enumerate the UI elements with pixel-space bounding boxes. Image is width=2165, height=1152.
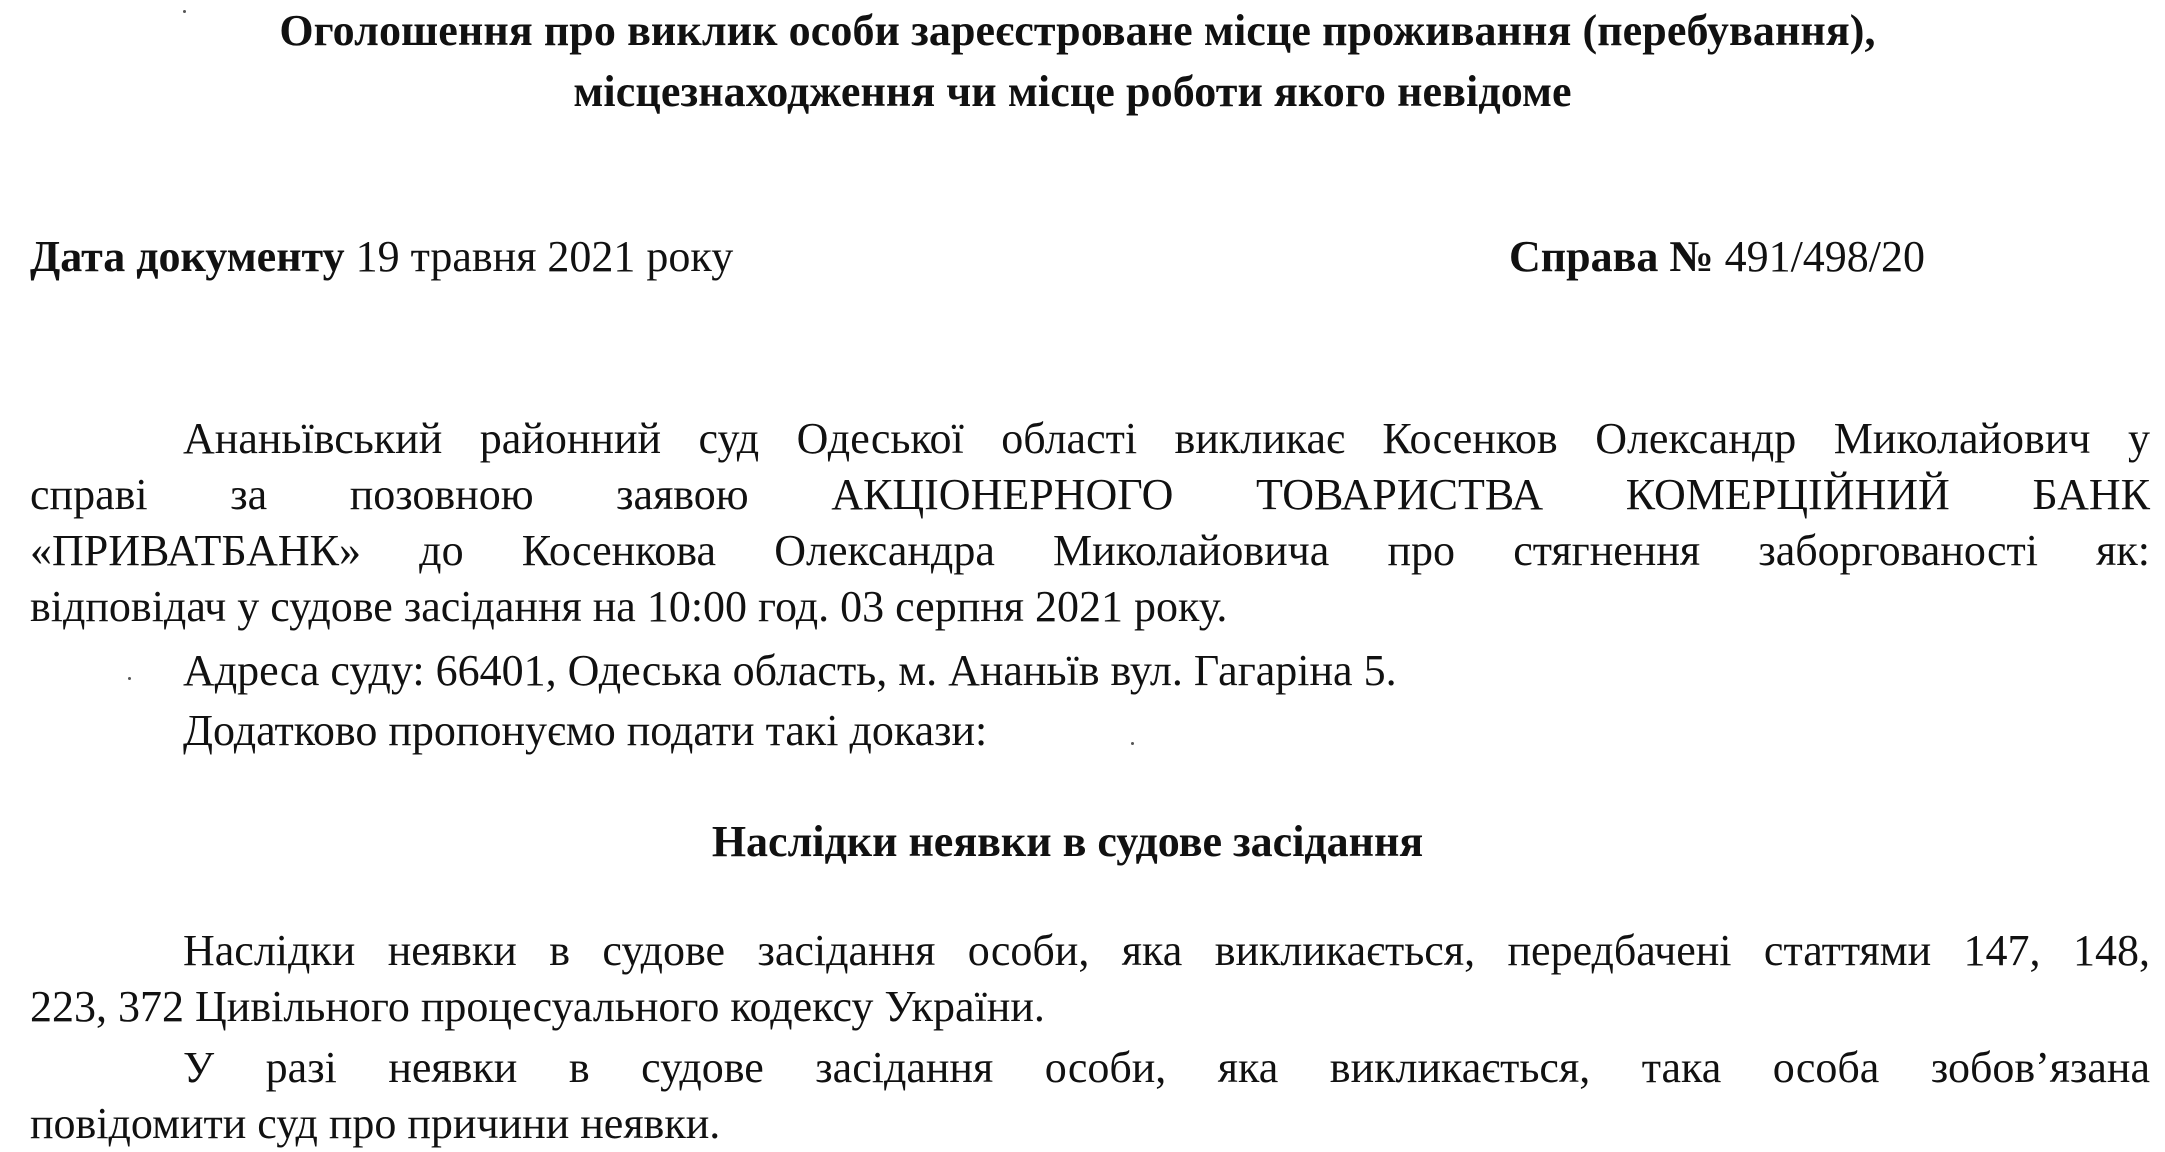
obligation-line-2: повідомити суд про причини неявки. (30, 1099, 721, 1148)
summons-line-1: Ананьївський районний суд Одеської області викликає Косенков Олександр Миколайович у (183, 414, 2150, 463)
summons-line-4: відповідач у судове засідання на 10:00 год. 03 серпня 2021 року. (30, 582, 1228, 631)
obligation-paragraph (30, 1040, 2150, 1152)
consequences-heading: Наслідки неявки в судове засідання (711, 817, 1424, 866)
summons-line-2: справі за позовною заявою АКЦІОНЕРНОГО ТОВАРИСТВА КОМЕРЦІЙНИЙ БАНК (30, 470, 2150, 519)
scan-speck (183, 10, 186, 13)
obligation-line-1: У разі неявки в судове засідання особи, яка викликається, така особа зобов’язана (183, 1043, 2150, 1092)
case-number (1509, 227, 1925, 287)
title-line-1: Оголошення про виклик особи зареєстроване місце проживання (перебування), (279, 6, 1876, 55)
consequences-line-1: Наслідки неявки в судове засідання особи, яка викликається, передбачені статтями 147, 148, (183, 926, 2150, 975)
evidence-note: Додатково пропонуємо подати такі докази: (183, 706, 988, 755)
date-label: Дата документу (30, 232, 345, 281)
summons-paragraph (30, 411, 2150, 635)
case-label: Справа № (1509, 232, 1714, 281)
court-address: Адреса суду: 66401, Одеська область, м. Ананьїв вул. Гагаріна 5. (183, 646, 1397, 695)
consequences-paragraph (30, 923, 2150, 1035)
title-line-2: місцезнаходження чи місце роботи якого невідоме (573, 67, 1572, 116)
scan-speck (128, 677, 131, 680)
scan-speck (1131, 742, 1134, 745)
document-meta-row (30, 227, 2165, 287)
document-date (30, 227, 733, 287)
date-value: 19 травня 2021 року (355, 232, 734, 281)
consequences-line-2: 223, 372 Цивільного процесуального кодексу України. (30, 982, 1045, 1031)
case-value: 491/498/20 (1724, 232, 1926, 281)
document-title (0, 0, 2165, 122)
summons-line-3: «ПРИВАТБАНК» до Косенкова Олександра Миколайовича про стягнення заборгованості як: (30, 526, 2150, 575)
